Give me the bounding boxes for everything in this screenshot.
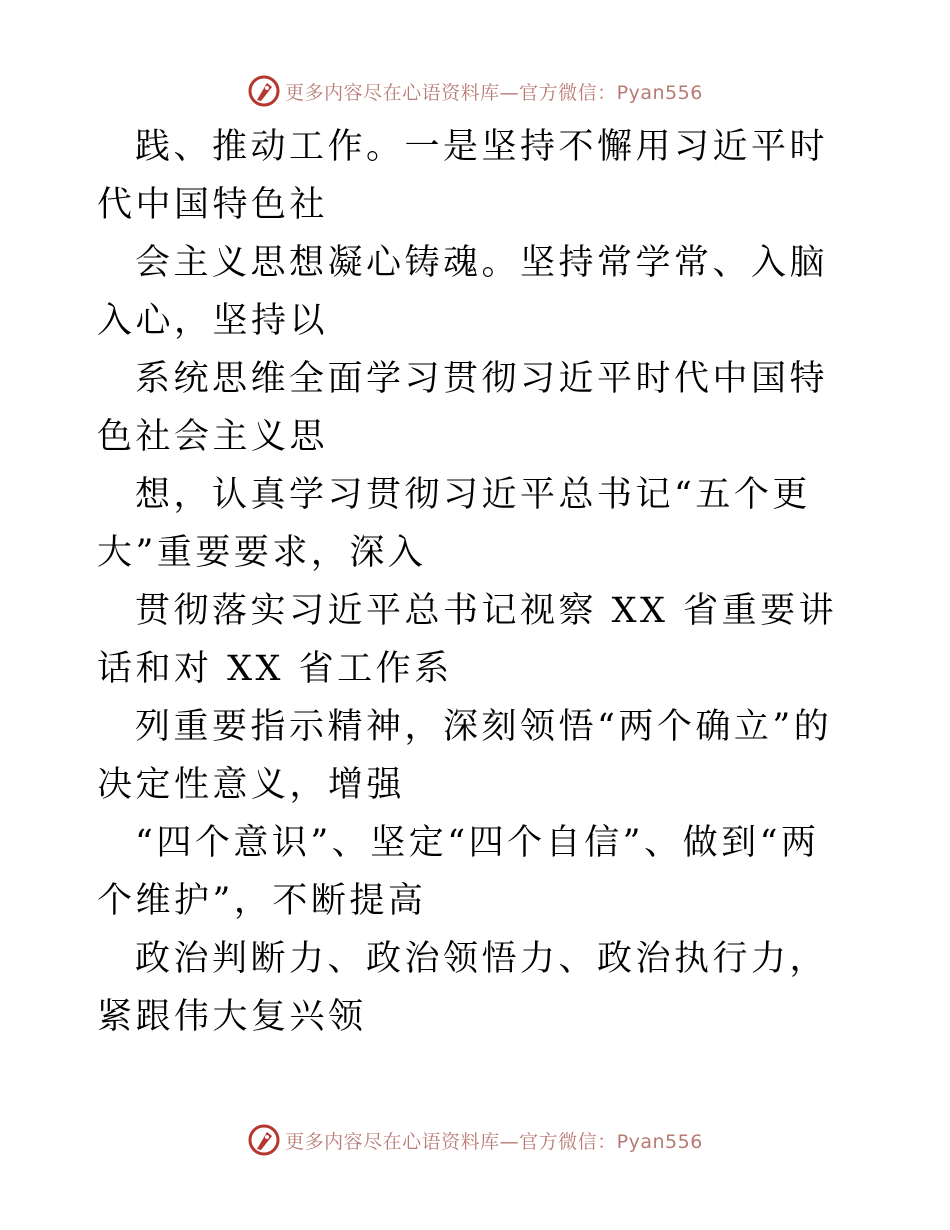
paragraph-7: “四个意识”、坚定“四个自信”、做到“两个维护”，不断提高	[97, 823, 820, 921]
paragraph-8: 政治判断力、政治领悟力、政治执行力，紧跟伟大复兴领	[97, 939, 829, 1037]
paragraph-2: 会主义思想凝心铸魂。坚持常学常、入脑入心，坚持以	[97, 243, 829, 341]
footer-banner	[0, 1120, 950, 1160]
paragraph-1: 践、推动工作。一是坚持不懈用习近平时代中国特色社	[97, 127, 829, 225]
paragraph-6: 列重要指示精神，深刻领悟“两个确立”的决定性意义，增强	[97, 707, 833, 805]
document-body	[97, 118, 857, 1046]
pen-nib-logo-icon	[247, 1123, 281, 1157]
footer-banner-text: 更多内容尽在心语资料库—官方微信：Pyan556	[285, 1130, 703, 1153]
paragraph-3: 系统思维全面学习贯彻习近平时代中国特色社会主义思	[97, 359, 829, 457]
header-banner	[0, 71, 950, 111]
pen-nib-logo-icon	[247, 74, 281, 108]
header-banner-text: 更多内容尽在心语资料库—官方微信：Pyan556	[285, 81, 703, 104]
paragraph-4: 想，认真学习贯彻习近平总书记“五个更大”重要要求，深入	[97, 475, 811, 573]
paragraph-5: 贯彻落实习近平总书记视察 XX 省重要讲话和对 XX 省工作系	[97, 591, 838, 689]
